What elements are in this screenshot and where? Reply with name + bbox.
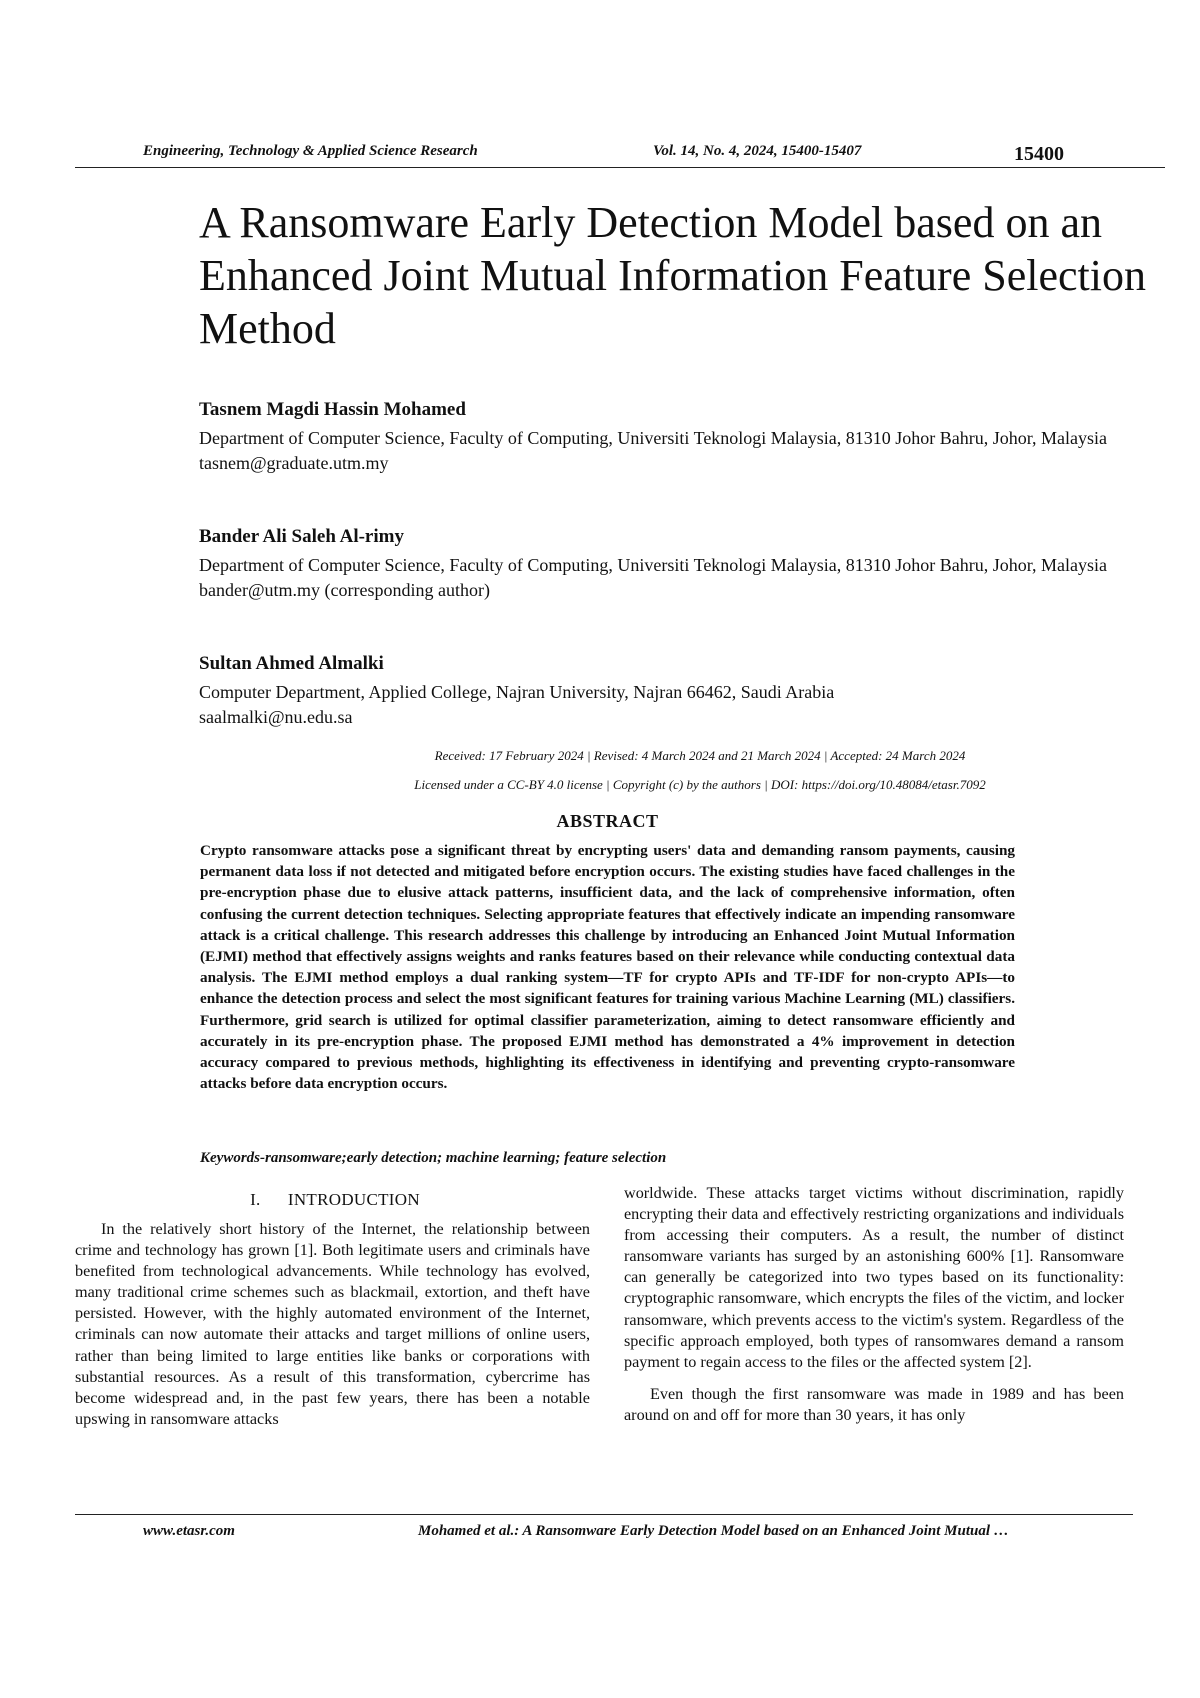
abstract-text: Crypto ransomware attacks pose a significant threat by encrypting users' data and demanding ransom payments, causing permanent data loss if not detected and mitigated before encryption occurs. The existing studies have faced challenges in the pre-encryption phase due to elusive attack patterns, insufficient data, and the lack of comprehensive information, often confusing the current detection techniques. Selecting appropriate features that effectively indicate an impending ransomware attack is a critical challenge. This research addresses this challenge by introducing an Enhanced Joint Mutual Information (EJMI) method that effectively assigns weights and ranks features based on their relevance while conducting contextual data analysis. The EJMI method employs a dual ranking system—TF for crypto APIs and TF-IDF for non-crypto APIs—to enhance the detection process and select the most significant features for training various Machine Learning (ML) classifiers. Furthermore, grid search is utilized for optimal classifier parameterization, aiming to detect ransomware efficiently and accurately in its pre-encryption phase. The proposed EJMI method has demonstrated a 4% improvement in detection accuracy compared to previous methods, highlighting its effectiveness in identifying and preventing crypto-ransomware attacks before data encryption occurs.	[200, 842, 1015, 1093]
author-email[interactable]: bander@utm.my (corresponding author)	[199, 580, 490, 600]
author-block-3	[199, 651, 1149, 730]
submission-dates: Received: 17 February 2024 | Revised: 4 March 2024 and 21 March 2024 | Accepted: 24 March 2024	[434, 748, 966, 763]
section-heading-introduction: I. INTRODUCTION	[250, 1190, 420, 1209]
author-block-1	[199, 397, 1149, 476]
author-name: Tasnem Magdi Hassin Mohamed	[199, 399, 466, 420]
footer-website[interactable]: www.etasr.com	[143, 1523, 235, 1539]
volume-info: Vol. 14, No. 4, 2024, 15400-15407	[653, 143, 862, 159]
journal-name: Engineering, Technology & Applied Science Research	[143, 143, 478, 159]
author-email[interactable]: saalmalki@nu.edu.sa	[199, 707, 353, 727]
footer-divider	[75, 1514, 1133, 1515]
left-column	[75, 1219, 590, 1430]
author-name: Sultan Ahmed Almalki	[199, 653, 384, 674]
author-affiliation: Computer Department, Applied College, Najran University, Najran 66462, Saudi Arabia	[199, 682, 835, 702]
paragraph: In the relatively short history of the Internet, the relationship between crime and technology has grown [1]. Both legitimate users and criminals have benefited from technological advancements. While technology has evolved, many traditional crime schemes such as blackmail, extortion, and theft have persisted. However, with the highly automated environment of the Internet, criminals can now automate their attacks and target millions of online users, rather than being limited to large entities like banks or corporations with substantial resources. As a result of this transformation, cybercrime has become widespread and, in the past few years, there has been a notable upswing in ransomware attacks	[75, 1220, 590, 1428]
abstract-heading: ABSTRACT	[556, 811, 659, 831]
license-doi[interactable]: Licensed under a CC-BY 4.0 license | Copyright (c) by the authors | DOI: https://doi.org/10.48084/etasr.7092	[414, 777, 986, 792]
footer-running-title: Mohamed et al.: A Ransomware Early Detection Model based on an Enhanced Joint Mutual …	[418, 1523, 1009, 1539]
author-affiliation: Department of Computer Science, Faculty of Computing, Universiti Teknologi Malaysia, 81310 Johor Bahru, Johor, Malaysia	[199, 555, 1108, 575]
paragraph: worldwide. These attacks target victims without discrimination, rapidly encrypting their data and effectively restricting organizations and individuals from accessing their computers. As a result, the number of distinct ransomware variants has surged by an astonishing 600% [1]. Ransomware can generally be categorized into two types based on its functionality: cryptographic ransomware, which encrypts the files of the victim, and locker ransomware, which prevents access to the victim's system. Regardless of the specific approach employed, both types of ransomwares demand a ransom payment to regain access to the files or the affected system [2].	[624, 1184, 1124, 1371]
author-block-2	[199, 524, 1149, 603]
right-column	[624, 1183, 1124, 1426]
author-affiliation: Department of Computer Science, Faculty of Computing, Universiti Teknologi Malaysia, 81310 Johor Bahru, Johor, Malaysia	[199, 428, 1108, 448]
page-number: 15400	[1014, 143, 1064, 165]
author-name: Bander Ali Saleh Al-rimy	[199, 526, 404, 547]
paragraph: Even though the first ransomware was made in 1989 and has been around on and off for more than 30 years, it has only	[624, 1384, 1124, 1424]
keywords: Keywords-ransomware;early detection; machine learning; feature selection	[200, 1150, 667, 1166]
paper-title: A Ransomware Early Detection Model based on an Enhanced Joint Mutual Information Feature Selection Method	[199, 198, 1146, 353]
header-divider	[75, 167, 1165, 168]
author-email[interactable]: tasnem@graduate.utm.my	[199, 453, 389, 473]
